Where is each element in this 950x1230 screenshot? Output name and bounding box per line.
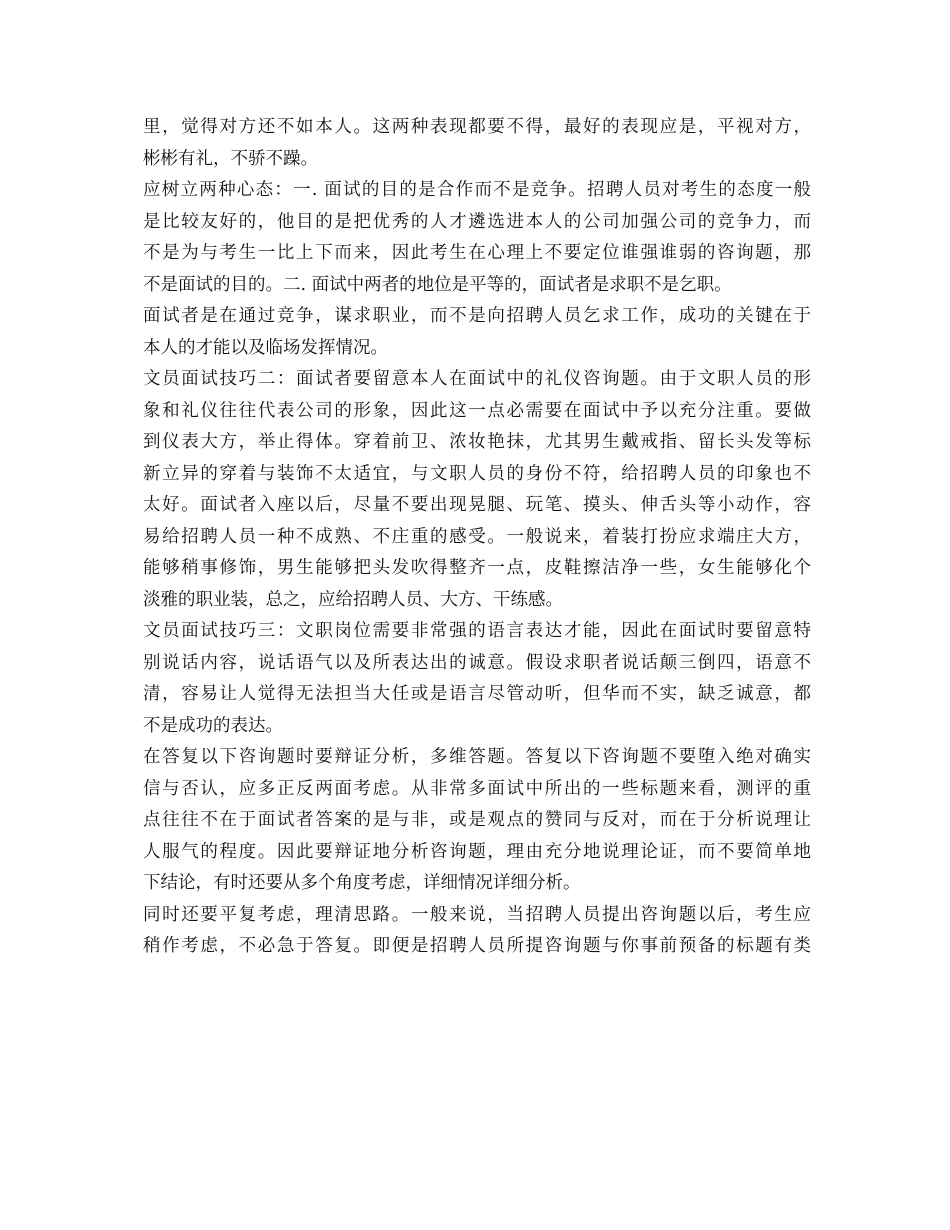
text-line: 新立异的穿着与装饰不太适宜，与文职人员的身份不符，给招聘人员的印象也不 [143, 463, 811, 484]
text-line: 象和礼仪往往代表公司的形象，因此这一点必需要在面试中予以充分注重。要做 [143, 400, 811, 421]
text-line: 人服气的程度。因此要辩证地分析咨询题，理由充分地说理论证，而不要简单地 [143, 841, 811, 862]
text-line: 下结论，有时还要从多个角度考虑，详细情况详细分析。 [143, 873, 581, 893]
text-line: 到仪表大方，举止得体。穿着前卫、浓妆艳抹，尤其男生戴戒指、留长头发等标 [143, 432, 811, 452]
text-line: 在答复以下咨询题时要辩证分析，多维答题。答复以下咨询题不要堕入绝对确实 [143, 747, 811, 767]
text-line: 别说话内容，说话语气以及所表达出的诚意。假设求职者说话颠三倒四，语意不 [143, 652, 811, 673]
text-line: 不是成功的表达。 [143, 715, 283, 736]
text-line: 里，觉得对方还不如本人。这两种表现都要不得，最好的表现应是，平视对方， [143, 117, 811, 137]
text-line: 稍作考虑，不必急于答复。即便是招聘人员所提咨询题与你事前预备的标题有类 [143, 936, 811, 956]
paragraph [143, 616, 811, 742]
text-line: 点往往不在于面试者答案的是与非，或是观点的赞同与反对，而在于分析说理让 [143, 810, 811, 830]
text-line: 同时还要平复考虑，理清思路。一般来说，当招聘人员提出咨询题以后，考生应 [143, 904, 811, 925]
text-line: 是比较友好的，他目的是把优秀的人才遴选进本人的公司加强公司的竞争力，而 [143, 211, 811, 232]
text-line: 面试者是在通过竞争，谋求职业，而不是向招聘人员乞求工作，成功的关键在于 [143, 306, 811, 326]
text-line: 清，容易让人觉得无法担当大任或是语言尽管动听，但华而不实，缺乏诚意，都 [143, 684, 811, 704]
text-line: 不是为与考生一比上下而来，因此考生在心理上不要定位谁强谁弱的咨询题，那 [143, 243, 811, 263]
text-line: 太好。面试者入座以后，尽量不要出现晃腿、玩笔、摸头、伸舌头等小动作，容 [143, 495, 811, 515]
paragraph [143, 175, 811, 301]
document-body [143, 112, 811, 963]
text-line: 本人的才能以及临场发挥情况。 [143, 337, 388, 358]
text-line: 能够稍事修饰，男生能够把头发吹得整齐一点，皮鞋擦洁净一些，女生能够化个 [143, 558, 811, 578]
text-line: 应树立两种心态：一. 面试的目的是合作而不是竞争。招聘人员对考生的态度一般 [143, 180, 811, 200]
paragraph [143, 112, 811, 175]
text-line: 信与否认，应多正反两面考虑。从非常多面试中所出的一些标题来看，测评的重 [143, 778, 811, 799]
text-line: 不是面试的目的。二. 面试中两者的地位是平等的，面试者是求职不是乞职。 [143, 274, 732, 295]
text-line: 文员面试技巧三：文职岗位需要非常强的语言表达才能，因此在面试时要留意特 [143, 621, 811, 641]
paragraph [143, 301, 811, 364]
text-line: 文员面试技巧二：面试者要留意本人在面试中的礼仪咨询题。由于文职人员的形 [143, 369, 811, 389]
text-line: 彬彬有礼，不骄不躁。 [143, 148, 318, 169]
paragraph [143, 364, 811, 616]
text-line: 淡雅的职业装，总之，应给招聘人员、大方、干练感。 [143, 589, 563, 610]
paragraph [143, 900, 811, 963]
text-line: 易给招聘人员一种不成熟、不庄重的感受。一般说来，着装打扮应求端庄大方， [143, 526, 811, 547]
paragraph [143, 742, 811, 900]
